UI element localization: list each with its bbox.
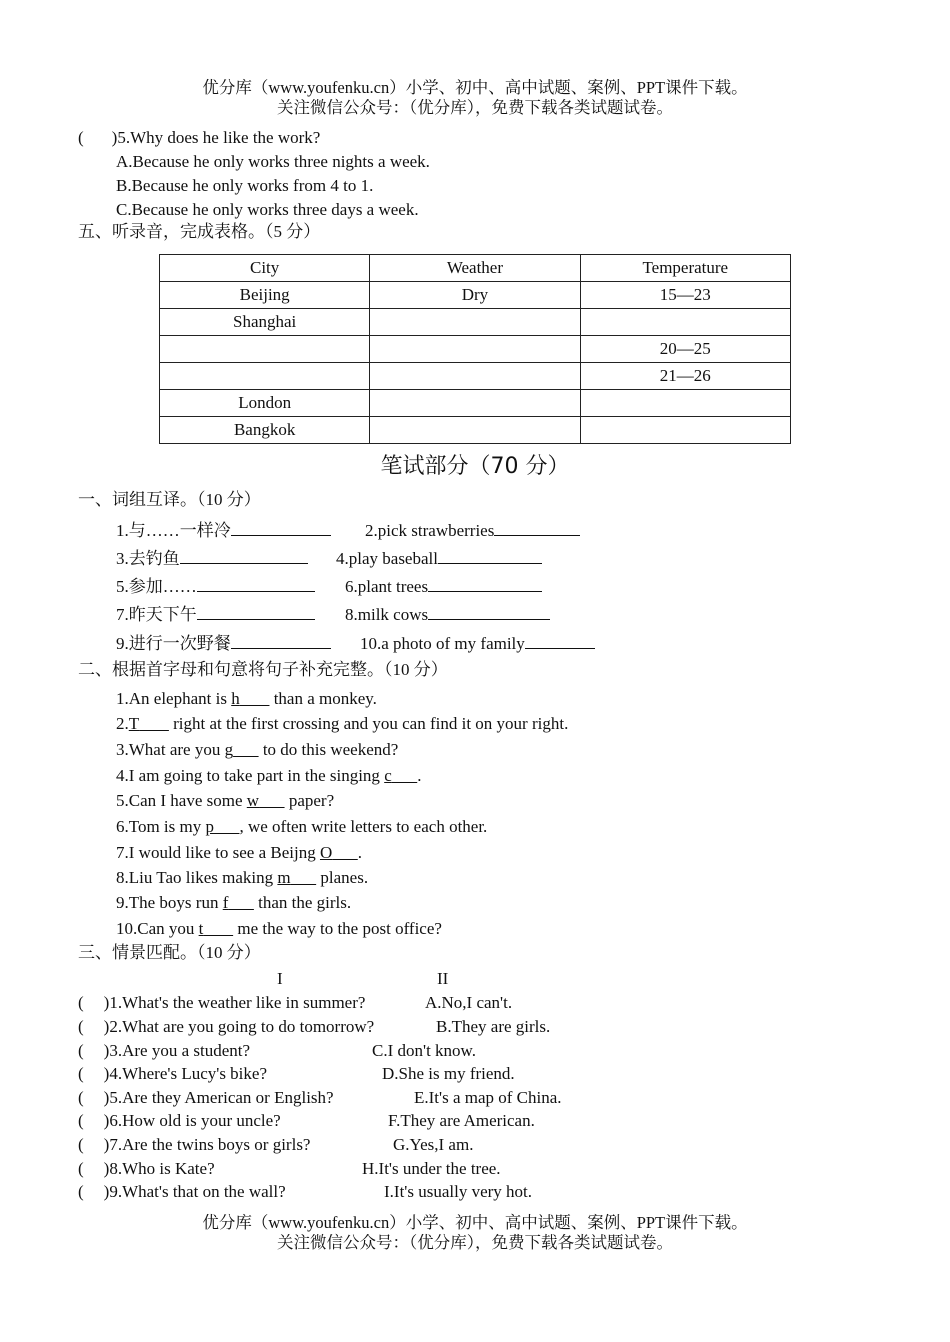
question-text: 7.Are the twins boys or girls? — [109, 1135, 311, 1154]
match-question — [78, 1087, 334, 1109]
initial-letter: p — [205, 817, 214, 836]
sentence-post: paper? — [284, 791, 335, 810]
answer-blank[interactable] — [428, 574, 542, 592]
match-question — [78, 1158, 215, 1180]
table-cell: 21—26 — [580, 363, 790, 390]
footer-line-1: 优分库（www.youfenku.cn）小学、初中、高中试题、案例、PPT课件下载。 — [202, 1213, 748, 1232]
table-cell: Beijing — [160, 282, 370, 309]
sentence-item — [116, 816, 487, 838]
table-row — [160, 336, 791, 363]
answer-blank[interactable] — [494, 518, 580, 536]
sentence-item — [116, 790, 334, 812]
section-5-title: 五、听录音，完成表格。（5 分） — [78, 222, 321, 241]
table-cell[interactable] — [580, 390, 790, 417]
answer-blank[interactable] — [180, 546, 308, 564]
header-line-2: 关注微信公众号：（优分库），免费下载各类试题试卷。 — [277, 98, 673, 117]
answer-blank[interactable] — [438, 546, 542, 564]
table-row — [160, 309, 791, 336]
answer-paren-open: ( — [78, 128, 84, 147]
phrase-text: 6.plant trees — [345, 577, 429, 596]
table-cell: London — [160, 390, 370, 417]
match-question — [78, 1134, 310, 1156]
part-1-title: 一、词组互译。（10 分） — [78, 490, 261, 509]
table-cell[interactable] — [370, 309, 580, 336]
answer-paren-close: ) — [103, 1135, 110, 1154]
sentence-pre: 1.An elephant is — [116, 689, 232, 708]
table-header-cell: Weather — [370, 255, 580, 282]
table-header-cell: City — [160, 255, 370, 282]
table-cell[interactable] — [370, 363, 580, 390]
sentence-item — [116, 918, 442, 940]
initial-letter-blank[interactable] — [223, 893, 254, 912]
sentence-post: than the girls. — [253, 893, 352, 912]
question-5-text: 5.Why does he like the work? — [117, 128, 321, 147]
column-ii-label: II — [437, 969, 449, 988]
table-cell[interactable] — [370, 336, 580, 363]
table-cell[interactable] — [370, 417, 580, 444]
table-header-cell: Temperature — [580, 255, 790, 282]
initial-letter: h — [231, 689, 240, 708]
answer-paren-open: ( — [78, 1135, 84, 1154]
answer-paren-close: ) — [103, 1017, 110, 1036]
match-answer: H.It's under the tree. — [362, 1159, 501, 1178]
footer-line-2: 关注微信公众号：（优分库），免费下载各类试题试卷。 — [277, 1233, 673, 1252]
column-i-label: I — [277, 969, 283, 988]
match-question — [78, 1181, 286, 1203]
phrase-text: 2.pick strawberries — [365, 521, 495, 540]
question-text: 5.Are they American or English? — [109, 1088, 334, 1107]
answer-paren-open: ( — [78, 1017, 84, 1036]
question-text: 3.Are you a student? — [109, 1041, 251, 1060]
sentence-pre: 4.I am going to take part in the singing — [116, 766, 385, 785]
table-cell: Dry — [370, 282, 580, 309]
answer-paren-close: ) — [103, 1182, 110, 1201]
initial-letter-blank[interactable] — [247, 791, 285, 810]
match-answer: G.Yes,I am. — [393, 1135, 474, 1154]
sentence-pre: 10.Can you — [116, 919, 199, 938]
sentence-pre: 5.Can I have some — [116, 791, 247, 810]
initial-letter-blank[interactable] — [225, 740, 259, 759]
sentence-item — [116, 739, 398, 761]
question-text: 4.Where's Lucy's bike? — [109, 1064, 267, 1083]
sentence-post: than a monkey. — [269, 689, 377, 708]
phrase-item — [365, 518, 580, 542]
match-question — [78, 1040, 250, 1062]
initial-letter: O — [319, 843, 333, 862]
sentence-item — [116, 713, 568, 735]
sentence-post: planes. — [316, 868, 369, 887]
phrase-text: 10.a photo of my family — [360, 634, 525, 653]
match-answer: E.It's a map of China. — [414, 1088, 562, 1107]
answer-paren-open: ( — [78, 993, 84, 1012]
answer-paren-close: ) — [103, 1159, 110, 1178]
match-question — [78, 1110, 281, 1132]
initial-letter-blank[interactable] — [129, 714, 169, 733]
table-cell: 20—25 — [580, 336, 790, 363]
match-answer: B.They are girls. — [436, 1017, 551, 1036]
match-answer: F.They are American. — [388, 1111, 535, 1130]
table-cell: Shanghai — [160, 309, 370, 336]
sentence-pre: 7.I would like to see a Beijng — [116, 843, 320, 862]
initial-letter-blank[interactable] — [384, 766, 417, 785]
sentence-post: . — [357, 843, 362, 862]
written-part-title: 笔试部分（70 分） — [380, 454, 570, 479]
phrase-text: 5.参加…… — [116, 577, 197, 596]
table-cell[interactable] — [580, 417, 790, 444]
table-cell[interactable] — [370, 390, 580, 417]
question-text: 6.How old is your uncle? — [109, 1111, 281, 1130]
sentence-post: . — [417, 766, 422, 785]
sentence-item — [116, 867, 368, 889]
phrase-item — [116, 602, 315, 626]
sentence-post: , we often write letters to each other. — [239, 817, 488, 836]
answer-paren-close: ) — [103, 1041, 110, 1060]
initial-letter: g — [224, 740, 234, 759]
part-3-title: 三、情景匹配。（10 分） — [78, 943, 261, 962]
table-row — [160, 417, 791, 444]
table-header-row — [160, 255, 791, 282]
match-question — [78, 992, 365, 1014]
answer-paren-open: ( — [78, 1159, 84, 1178]
sentence-post: me the way to the post office? — [233, 919, 442, 938]
table-row — [160, 390, 791, 417]
option-a: A.Because he only works three nights a week. — [116, 152, 430, 171]
phrase-text: 7.昨天下午 — [116, 605, 197, 624]
question-text: 9.What's that on the wall? — [109, 1182, 286, 1201]
answer-paren-close: ) — [103, 1088, 110, 1107]
phrase-item — [116, 546, 308, 570]
answer-blank[interactable] — [231, 631, 331, 649]
sentence-pre: 2. — [116, 714, 129, 733]
match-answer: C.I don't know. — [372, 1041, 476, 1060]
phrase-item — [336, 546, 542, 570]
sentence-post: to do this weekend? — [258, 740, 399, 759]
sentence-item — [116, 892, 351, 914]
initial-letter-blank[interactable] — [277, 868, 316, 887]
phrase-text: 9.进行一次野餐 — [116, 634, 231, 653]
sentence-item — [116, 688, 377, 710]
weather-table — [159, 254, 791, 444]
option-c: C.Because he only works three days a week. — [116, 200, 419, 219]
sentence-item — [116, 765, 421, 787]
initial-letter-blank[interactable] — [231, 689, 269, 708]
match-answer: A.No,I can't. — [425, 993, 513, 1012]
initial-letter: m — [277, 868, 291, 887]
initial-letter-blank[interactable] — [320, 843, 358, 862]
table-row — [160, 282, 791, 309]
phrase-text: 1.与……一样冷 — [116, 521, 231, 540]
initial-letter: f — [222, 893, 229, 912]
initial-letter: w — [246, 791, 260, 810]
sentence-pre: 6.Tom is my — [116, 817, 206, 836]
table-cell[interactable] — [160, 363, 370, 390]
answer-blank[interactable] — [428, 602, 550, 620]
sentence-pre: 8.Liu Tao likes making — [116, 868, 278, 887]
sentence-pre: 9.The boys run — [116, 893, 223, 912]
phrase-text: 3.去钓鱼 — [116, 549, 180, 568]
table-row — [160, 363, 791, 390]
phrase-item — [345, 602, 550, 626]
phrase-text: 8.milk cows — [345, 605, 429, 624]
question-text: 2.What are you going to do tomorrow? — [109, 1017, 375, 1036]
match-answer: D.She is my friend. — [382, 1064, 515, 1083]
answer-blank[interactable] — [231, 518, 331, 536]
answer-paren-open: ( — [78, 1064, 84, 1083]
answer-blank[interactable] — [197, 602, 315, 620]
initial-letter: T — [128, 714, 140, 733]
sentence-pre: 3.What are you — [116, 740, 225, 759]
match-question — [78, 1016, 374, 1038]
answer-blank[interactable] — [197, 574, 315, 592]
phrase-item — [116, 631, 331, 655]
phrase-text: 4.play baseball — [336, 549, 438, 568]
answer-paren-open: ( — [78, 1111, 84, 1130]
question-text: 1.What's the weather like in summer? — [109, 993, 366, 1012]
sentence-item — [116, 842, 362, 864]
table-cell: 15—23 — [580, 282, 790, 309]
answer-paren-close: ) — [103, 1064, 110, 1083]
answer-paren-open: ( — [78, 1182, 84, 1201]
answer-paren-close: ) — [103, 993, 110, 1012]
match-answer: I.It's usually very hot. — [384, 1182, 533, 1201]
option-b: B.Because he only works from 4 to 1. — [116, 176, 374, 195]
question-text: 8.Who is Kate? — [109, 1159, 215, 1178]
answer-paren-open: ( — [78, 1041, 84, 1060]
table-cell[interactable] — [580, 309, 790, 336]
initial-letter-blank[interactable] — [205, 817, 239, 836]
match-question — [78, 1063, 267, 1085]
initial-letter: t — [198, 919, 204, 938]
phrase-item — [116, 518, 331, 542]
phrase-item — [116, 574, 315, 598]
answer-blank[interactable] — [525, 631, 595, 649]
table-cell: Bangkok — [160, 417, 370, 444]
header-line-1: 优分库（www.youfenku.cn）小学、初中、高中试题、案例、PPT课件下载。 — [202, 78, 748, 97]
question-5 — [78, 127, 320, 149]
answer-paren-close: ) — [103, 1111, 110, 1130]
initial-letter-blank[interactable] — [199, 919, 233, 938]
phrase-item — [345, 574, 542, 598]
sentence-post: right at the first crossing and you can find it on your right. — [168, 714, 569, 733]
part-2-title: 二、根据首字母和句意将句子补充完整。（10 分） — [78, 660, 448, 679]
table-cell[interactable] — [160, 336, 370, 363]
phrase-item — [360, 631, 595, 655]
answer-paren-close: ) — [111, 128, 118, 147]
answer-paren-open: ( — [78, 1088, 84, 1107]
initial-letter: c — [384, 766, 392, 785]
